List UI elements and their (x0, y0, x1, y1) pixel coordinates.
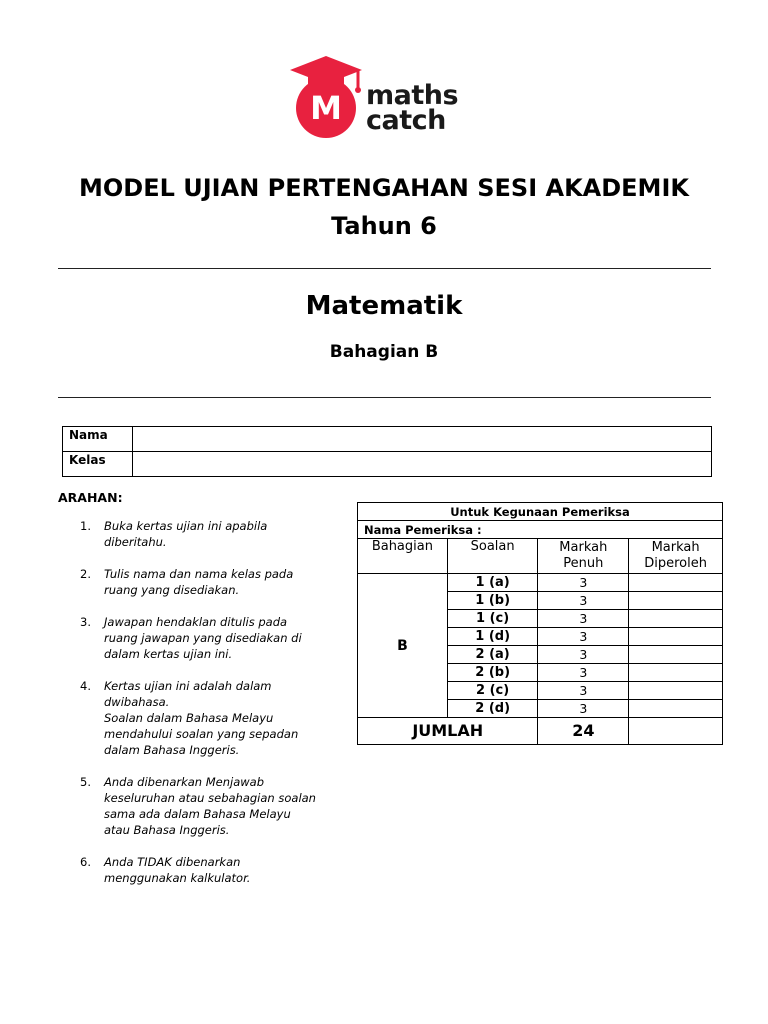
markah-penuh-cell: 3 (538, 592, 629, 610)
soalan-cell: 1 (b) (447, 592, 538, 610)
name-row (63, 427, 712, 452)
instruction-item (80, 614, 350, 662)
marks-title-row (358, 503, 723, 521)
instruction-text: Buka kertas ujian ini apabila diberitahu. (104, 519, 268, 549)
soalan-cell: 2 (c) (447, 682, 538, 700)
instruction-item (80, 774, 350, 838)
col-header-markah-penuh-line2: Penuh (563, 556, 604, 571)
instruction-text: Anda dibenarkan Menjawab keseluruhan atau sebahagian soalan sama ada dalam Bahasa Melayu atau Bahasa Inggeris. (104, 775, 316, 837)
soalan-cell: 2 (b) (447, 664, 538, 682)
markah-penuh-cell: 3 (538, 628, 629, 646)
marks-row (358, 574, 723, 592)
total-full-marks: 24 (538, 718, 629, 745)
maths-catch-logo (288, 52, 480, 142)
col-header-markah-diperoleh-line2: Diperoleh (644, 556, 707, 571)
instruction-item (80, 678, 350, 758)
subject-title: Matematik (305, 291, 463, 321)
instruction-text: Anda TIDAK dibenarkan menggunakan kalkulator. (104, 855, 251, 885)
marks-table-title: Untuk Kegunaan Pemeriksa (358, 503, 723, 521)
markah-diperoleh-cell[interactable] (629, 682, 723, 700)
graduation-cap-badge-icon (288, 52, 368, 142)
class-field[interactable] (133, 452, 712, 477)
soalan-cell: 2 (d) (447, 700, 538, 718)
examiner-row (358, 521, 723, 539)
total-label: JUMLAH (358, 718, 538, 745)
col-header-markah-penuh-line1: Markah (559, 540, 608, 555)
examiner-name-label: Nama Pemeriksa : (358, 521, 723, 539)
markah-diperoleh-cell[interactable] (629, 592, 723, 610)
col-header-markah-penuh (538, 539, 629, 574)
markah-diperoleh-cell[interactable] (629, 700, 723, 718)
bahagian-cell: B (358, 574, 448, 718)
instructions-title: ARAHAN: (58, 490, 123, 505)
markah-penuh-cell: 3 (538, 646, 629, 664)
total-row (358, 718, 723, 745)
logo-text-catch: catch (366, 105, 446, 136)
markah-diperoleh-cell[interactable] (629, 574, 723, 592)
total-obtained-marks[interactable] (629, 718, 723, 745)
col-header-bahagian: Bahagian (358, 539, 448, 574)
instructions-list (80, 518, 350, 902)
markah-diperoleh-cell[interactable] (629, 628, 723, 646)
divider-top (58, 268, 711, 269)
instruction-text: Jawapan hendaklan ditulis pada ruang jawapan yang disediakan di dalam kertas ujian ini. (104, 615, 302, 661)
class-label: Kelas (63, 452, 133, 477)
exam-title: MODEL UJIAN PERTENGAHAN SESI AKADEMIK (79, 174, 689, 202)
instruction-number: 2. (80, 567, 91, 581)
markah-diperoleh-cell[interactable] (629, 610, 723, 628)
name-field[interactable] (133, 427, 712, 452)
logo-badge-letter: M (310, 89, 342, 127)
marks-header-row (358, 539, 723, 574)
instruction-text: Tulis nama dan nama kelas pada ruang yang disediakan. (104, 567, 294, 597)
section-title: Bahagian B (329, 342, 439, 362)
markah-penuh-cell: 3 (538, 574, 629, 592)
student-info-table (62, 426, 712, 477)
instruction-number: 1. (80, 519, 91, 533)
soalan-cell: 2 (a) (447, 646, 538, 664)
markah-penuh-cell: 3 (538, 700, 629, 718)
soalan-cell: 1 (d) (447, 628, 538, 646)
col-header-soalan: Soalan (447, 539, 538, 574)
instruction-item (80, 518, 350, 550)
examiner-marks-table (357, 502, 723, 745)
logo-text-maths: maths (366, 80, 459, 111)
class-row (63, 452, 712, 477)
markah-penuh-cell: 3 (538, 682, 629, 700)
exam-year: Tahun 6 (331, 212, 437, 240)
markah-diperoleh-cell[interactable] (629, 664, 723, 682)
markah-penuh-cell: 3 (538, 664, 629, 682)
markah-diperoleh-cell[interactable] (629, 646, 723, 664)
instruction-text: Kertas ujian ini adalah dalam dwibahasa. Soalan dalam Bahasa Melayu mendahului soalan yang sepadan dalam Bahasa Inggeris. (104, 679, 299, 757)
instruction-number: 5. (80, 775, 91, 789)
instruction-number: 6. (80, 855, 91, 869)
instruction-item (80, 566, 350, 598)
instruction-number: 3. (80, 615, 91, 629)
instruction-item (80, 854, 350, 886)
soalan-cell: 1 (c) (447, 610, 538, 628)
col-header-markah-diperoleh (629, 539, 723, 574)
instruction-number: 4. (80, 679, 91, 693)
soalan-cell: 1 (a) (447, 574, 538, 592)
name-label: Nama (63, 427, 133, 452)
divider-bottom (58, 397, 711, 398)
col-header-markah-diperoleh-line1: Markah (651, 540, 700, 555)
markah-penuh-cell: 3 (538, 610, 629, 628)
